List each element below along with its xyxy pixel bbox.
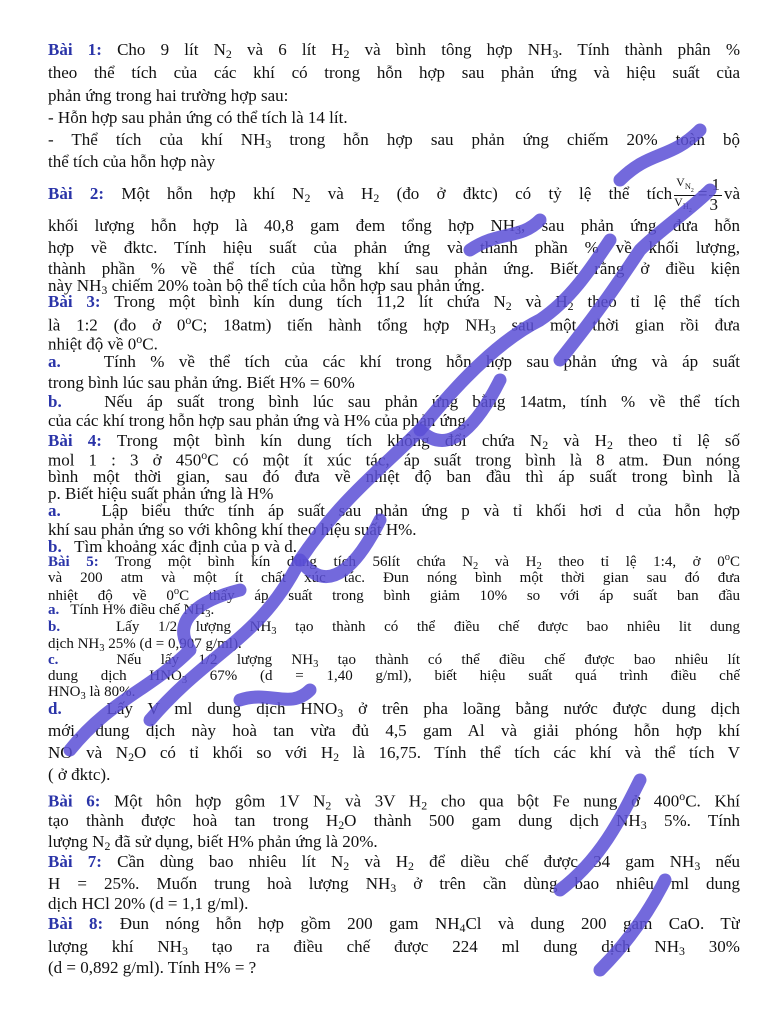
- bai3-a-line2: trong bình lúc sau phản ứng. Biết H% = 60%: [48, 373, 355, 392]
- bai2-line1: Bài 2: Một hỗn hợp khí $N_2$ và $H_2$ (đo ở đktc) có tỷ lệ thể tích $\frac{V_{N_2}}{V_{H_2}}$ = $\frac{1}{3}$ và: [48, 174, 740, 214]
- bai1-line5: - Thể tích của khí $NH_3$ trong hỗn hợp sau phản ứng chiếm 20% toàn bộ: [48, 130, 740, 151]
- bai8-line3: (d = 0,892 g/ml). Tính H% = ?: [48, 958, 257, 977]
- bai7-line1: Bài 7: Cần dùng bao nhiêu lít $N_2$ và $H_2$ để diều chế được 34 gam $NH_3$ nếu: [48, 852, 740, 873]
- bai7-line2: H = 25%. Muốn trung hoà lượng $NH_3$ ở trên cần dùng bao nhiêu ml dung: [48, 874, 740, 895]
- bai5-line3: nhiệt độ về 0$^o$C thấy áp suất trong bình giảm 10% so với áp suất ban đầu: [48, 586, 740, 604]
- bai3-label: Bài 3:: [48, 292, 101, 311]
- bai5-d-line4: ( ở đktc).: [48, 765, 111, 784]
- bai5-label: Bài 5:: [48, 554, 99, 570]
- bai5-c-line2: dung dịch $HNO_3$ 67% (d = 1,40 g/ml), biết hiệu suất quá trình điều chế: [48, 668, 740, 686]
- ratio-value-fraction: $\frac{1}{3}$: [709, 174, 720, 214]
- bai4-line4: p. Biết hiệu suất phản ứng là H%: [48, 484, 274, 503]
- bai3-line1: Bài 3: Trong một bình kín dung tích 11,2 lít chứa $N_2$ và $H_2$ theo tỉ lệ thể tích: [48, 292, 740, 313]
- bai1-line4: - Hỗn hợp sau phản ứng có thể tích là 14 lít.: [48, 108, 348, 127]
- bai6-line1: Bài 6: Một hôn hợp gôm 1V $N_2$ và 3V $H_2$ cho qua bột Fe nung ở 400$^o$C. Khí: [48, 790, 740, 813]
- bai4-a-line1: a. Lập biểu thức tính áp suất sau phản ứng p và tỉ khối hơi d của hỗn hợp: [48, 501, 740, 520]
- bai3-line3: nhiệt độ về 0$^o$C.: [48, 333, 158, 354]
- bai3-line2: là 1:2 (đo ở 0$^o$C; 18atm) tiến hành tổng hợp $NH_3$ sau một thời gian rồi đưa: [48, 314, 740, 337]
- bai4-a-line2: khí sau phản ứng so với không khí theo hiệu suất H%.: [48, 520, 417, 539]
- bai6-line3: lượng $N_2$ đã sử dụng, biết H% phản ứng là 20%.: [48, 832, 378, 853]
- bai5-d-line3: NO và $N_2O$ có tỉ khối so với $H_2$ là 16,75. Tính thể tích các khí và thể tích V: [48, 743, 740, 764]
- bai7-line3: dịch HCl 20% (d = 1,1 g/ml).: [48, 894, 249, 913]
- bai1-line3: phản ứng trong hai trường hợp sau:: [48, 86, 289, 105]
- bai8-label: Bài 8:: [48, 914, 104, 933]
- bai1-line1: Bài 1: Cho 9 lít $N_2$ và 6 lít $H_2$ và bình tông hợp $NH_3$. Tính thành phân %: [48, 40, 740, 61]
- bai1-line2: theo thể tích của các khí có trong hỗn hợp sau phản ứng và hiệu suất của: [48, 63, 740, 82]
- bai2-line4: thành phần % về thể tích của từng khí sau phản ứng. Biết rằng ở điều kiện: [48, 259, 740, 278]
- bai5-b-line1: b. Lấy 1/2 lượng $NH_3$ tạo thành có thể điều chế được bao nhiêu lit dung: [48, 619, 740, 637]
- bai2-line2: khối lượng hỗn hợp là 40,8 gam đem tổng hợp $NH_3$, sau phản ứng đưa hỗn: [48, 216, 740, 237]
- bai4-b-line1: b. Tìm khoảng xác định của p và d.: [48, 537, 297, 556]
- bai3-b-line1: b. Nếu áp suất trong bình lúc sau phản ứng bằng 14atm, tính % về thể tích: [48, 392, 740, 411]
- bai5-b-line2: dịch $NH_3$ 25% (d = 0,907 g/ml).: [48, 636, 242, 654]
- bai8-line1: Bài 8: Đun nóng hỗn hợp gồm 200 gam $NH_4Cl$ và dung 200 gam CaO. Từ: [48, 914, 740, 935]
- bai5-line1: Bài 5: Trong một bình kín dung tích 56lít chứa $N_2$ và $H_2$ theo tỉ lệ 1:4, ở 0$^o$C: [48, 552, 740, 572]
- bai5-c-line1: c. Nếu lấy 1/2 lượng $NH_3$ tạo thành có thể điều chế được bao nhiêu lít: [48, 652, 740, 670]
- bai6-line2: tạo thành được hoà tan trong $H_2O$ thành 500 gam dung dịch $NH_3$ 5%. Tính: [48, 811, 740, 832]
- bai8-line2: lượng khí $NH_3$ tạo ra điều chế được 224 ml dung dịch $NH_3$ 30%: [48, 937, 740, 958]
- bai5-d-line2: mới, dung dịch này hoà tan vừa đủ 4,5 gam Al và giải phóng hỗn hợp khí: [48, 721, 740, 740]
- bai4-line1: Bài 4: Trong một bình kín dung tích không đổi chứa $N_2$ và $H_2$ theo tỉ lệ số: [48, 431, 740, 452]
- volume-ratio-fraction: $\frac{V_{N_2}}{V_{H_2}}$: [674, 175, 694, 214]
- bai2-line3: hợp về đktc. Tính hiệu suất của phản ứng và thành phần % về khối lượng,: [48, 238, 740, 257]
- bai2-line5: này $NH_3$ chiếm 20% toàn bộ thể tích của hỗn hợp sau phản ứng.: [48, 276, 485, 297]
- bai3-a-line1: a. Tính % về thể tích của các khí trong hỗn hợp sau phản ứng và áp suất: [48, 352, 740, 371]
- bai3-b-line2: của các khí trong hỗn hợp sau phản ứng và H% của phản ứng.: [48, 411, 471, 430]
- bai7-label: Bài 7:: [48, 852, 102, 871]
- bai5-d-line1: d. Lấy V ml dung dịch $HNO_3$ ở trên pha loãng bằng nước được dung dịch: [48, 699, 740, 720]
- bai5-a-line1: a. Tính H% điều chế $NH_3$.: [48, 602, 215, 620]
- bai6-label: Bài 6:: [48, 791, 101, 811]
- bai4-line2: mol 1 : 3 ở 450$^o$C có một ít xúc tác, áp suất trong bình là 8 atm. Đun nóng: [48, 449, 740, 470]
- bai1-line6: thể tích của hỗn hợp này: [48, 152, 216, 171]
- bai2-label: Bài 2:: [48, 184, 105, 203]
- bai4-line3: bình một thời gian, sau đó đưa về nhiệt độ ban đầu thì áp suất trong bình là: [48, 467, 740, 486]
- bai5-c-line3: $HNO_3$ là 80%.: [48, 684, 136, 702]
- bai5-line2: và 200 atm và một ít chất xúc tác. Đun nóng bình một thời gian sau đó đưa: [48, 570, 740, 586]
- bai1-label: Bài 1:: [48, 40, 102, 59]
- bai4-label: Bài 4:: [48, 431, 102, 450]
